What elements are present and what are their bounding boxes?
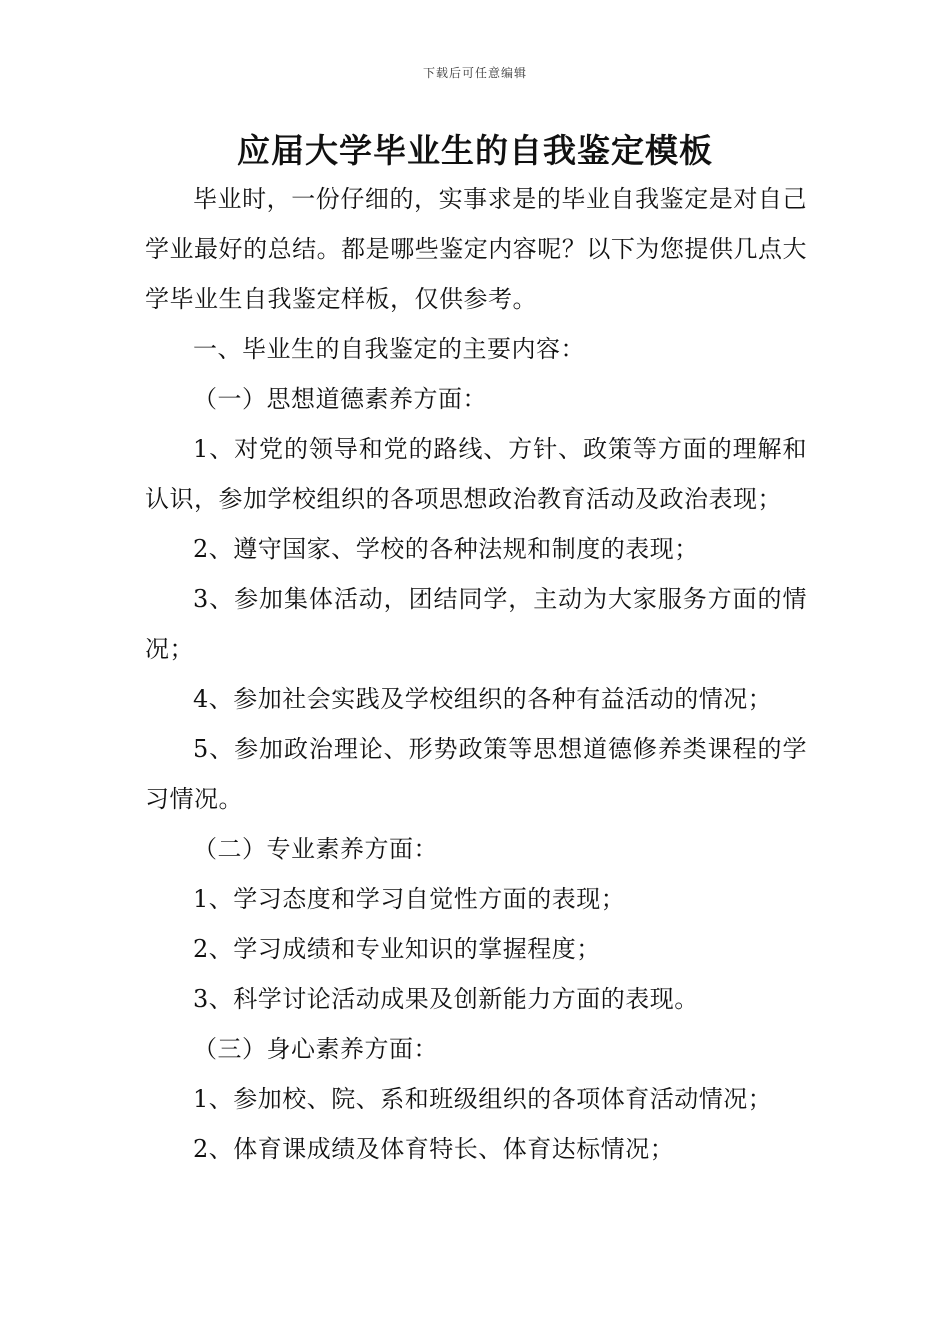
list-item: 3、科学讨论活动成果及创新能力方面的表现。	[193, 985, 699, 1013]
header-note: 下载后可任意编辑	[422, 66, 527, 80]
list-item: 5、参加政治理论、形势政策等思想道德修养类课程的学习情况。	[145, 735, 807, 813]
list-item: 1、对党的领导和党的路线、方针、政策等方面的理解和认识，参加学校组织的各项思想政治教育活动及政治表现；	[145, 435, 807, 513]
list-item: 2、体育课成绩及体育特长、体育达标情况；	[193, 1135, 675, 1163]
list-item: 2、遵守国家、学校的各种法规和制度的表现；	[193, 535, 699, 563]
page-title: 应届大学毕业生的自我鉴定模板	[237, 131, 713, 170]
subsection-heading: （二）专业素养方面：	[193, 835, 438, 863]
section-heading: 一、毕业生的自我鉴定的主要内容：	[193, 335, 585, 363]
list-item: 3、参加集体活动，团结同学，主动为大家服务方面的情况；	[145, 585, 807, 663]
document-body	[145, 174, 807, 1174]
subsection-heading: （三）身心素养方面：	[193, 1035, 438, 1063]
subsection-heading: （一）思想道德素养方面：	[193, 385, 487, 413]
list-item: 1、学习态度和学习自觉性方面的表现；	[193, 885, 626, 913]
list-item: 1、参加校、院、系和班级组织的各项体育活动情况；	[193, 1085, 773, 1113]
list-item: 4、参加社会实践及学校组织的各种有益活动的情况；	[193, 685, 773, 713]
list-item: 2、学习成绩和专业知识的掌握程度；	[193, 935, 601, 963]
intro-paragraph: 毕业时，一份仔细的，实事求是的毕业自我鉴定是对自己学业最好的总结。都是哪些鉴定内容呢？以下为您提供几点大学毕业生自我鉴定样板，仅供参考。	[145, 185, 807, 313]
